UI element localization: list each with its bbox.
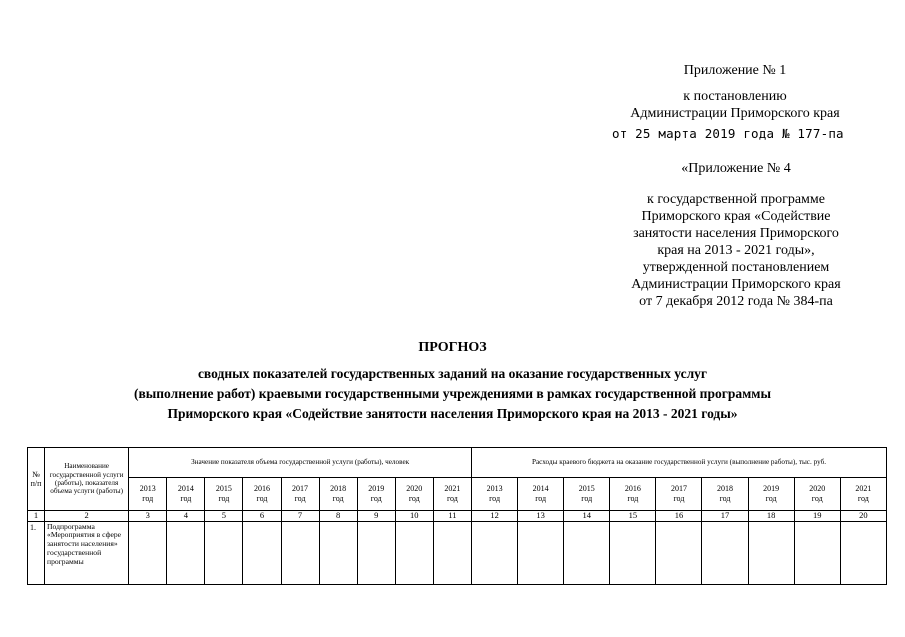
table-cell [564,521,610,584]
appendix-resolution-ref: к постановлению [683,89,787,104]
col-number: 4 [167,511,205,522]
year-header: 2016 год [610,478,656,511]
year-header: 2018 год [319,478,357,511]
col-number: 3 [129,511,167,522]
title-line-2: Приморского края «Содействие занятости населения Приморского края на 2013 - 2021 годы» [167,406,738,421]
year-header: 2017 год [281,478,319,511]
appendix4-line-5: утвержденной постановлением [642,260,830,275]
col-number: 2 [45,511,129,522]
title-line-0: сводных показателей государственных заданий на оказание государственных услуг [197,366,708,381]
year-header: 2019 год [748,478,794,511]
year-header: 2020 год [395,478,433,511]
header-service-name: Наименование государственной услуги (работы), показателя объема услуги (работы) [45,448,129,511]
col-number: 14 [564,511,610,522]
year-header: 2018 год [702,478,748,511]
year-header: 2013 год [472,478,518,511]
table-cell [472,521,518,584]
table-cell [319,521,357,584]
year-header: 2014 год [167,478,205,511]
appendix4-line-2: Приморского края «Содействие [641,209,831,224]
forecast-table [27,447,887,585]
col-number: 16 [656,511,702,522]
col-number: 9 [357,511,395,522]
table-cell [433,521,471,584]
col-number: 10 [395,511,433,522]
appendix4-line-7: от 7 декабря 2012 года № 384-па [639,294,833,309]
table-cell [243,521,281,584]
table-cell [357,521,395,584]
year-header: 2020 год [794,478,840,511]
year-header: 2016 год [243,478,281,511]
table-cell [702,521,748,584]
header-expense-group: Расходы краевого бюджета на оказание государственной услуги (выполнение работы), тыс. руб. [472,448,887,478]
year-header: 2017 год [656,478,702,511]
col-number: 8 [319,511,357,522]
table-row [28,521,887,584]
document-title: ПРОГНОЗ [418,340,487,355]
table-cell [518,521,564,584]
table-cell [610,521,656,584]
col-number: 20 [840,511,886,522]
table-cell [656,521,702,584]
table-cell [205,521,243,584]
header-volume-group: Значение показателя объема государственной услуги (работы), человек [129,448,472,478]
row-number: 1. [28,521,45,584]
year-header: 2015 год [564,478,610,511]
appendix4-line-1: к государственной программе [647,192,825,207]
col-number: 19 [794,511,840,522]
col-number: 6 [243,511,281,522]
col-number: 1 [28,511,45,522]
col-number: 13 [518,511,564,522]
table-cell [281,521,319,584]
table-cell [167,521,205,584]
table-cell [129,521,167,584]
col-number: 17 [702,511,748,522]
appendix-number: Приложение № 1 [683,63,787,78]
year-header: 2021 год [840,478,886,511]
appendix4-line-6: Администрации Приморского края [631,277,841,292]
row-name: Подпрограмма «Мероприятия в сфере занятости населения» государственной программы [45,521,129,584]
appendix4-line-0: «Приложение № 4 [681,161,791,176]
col-number: 5 [205,511,243,522]
title-line-1: (выполнение работ) краевыми государственными учреждениями в рамках государственной программы [133,386,772,401]
table-cell [840,521,886,584]
appendix4-line-3: занятости населения Приморского [633,226,839,241]
col-number: 15 [610,511,656,522]
col-number: 18 [748,511,794,522]
table-cell [748,521,794,584]
header-num: № п/п [28,448,45,511]
resolution-date-stamp: от 25 марта 2019 года № 177-па [612,126,844,141]
table-cell [395,521,433,584]
year-header: 2021 год [433,478,471,511]
appendix4-line-4: края на 2013 - 2021 годы», [657,243,815,258]
appendix-administration: Администрации Приморского края [630,106,840,121]
col-number: 11 [433,511,471,522]
col-number: 7 [281,511,319,522]
year-header: 2014 год [518,478,564,511]
col-number: 12 [472,511,518,522]
table-cell [794,521,840,584]
year-header: 2013 год [129,478,167,511]
year-header: 2019 год [357,478,395,511]
year-header: 2015 год [205,478,243,511]
